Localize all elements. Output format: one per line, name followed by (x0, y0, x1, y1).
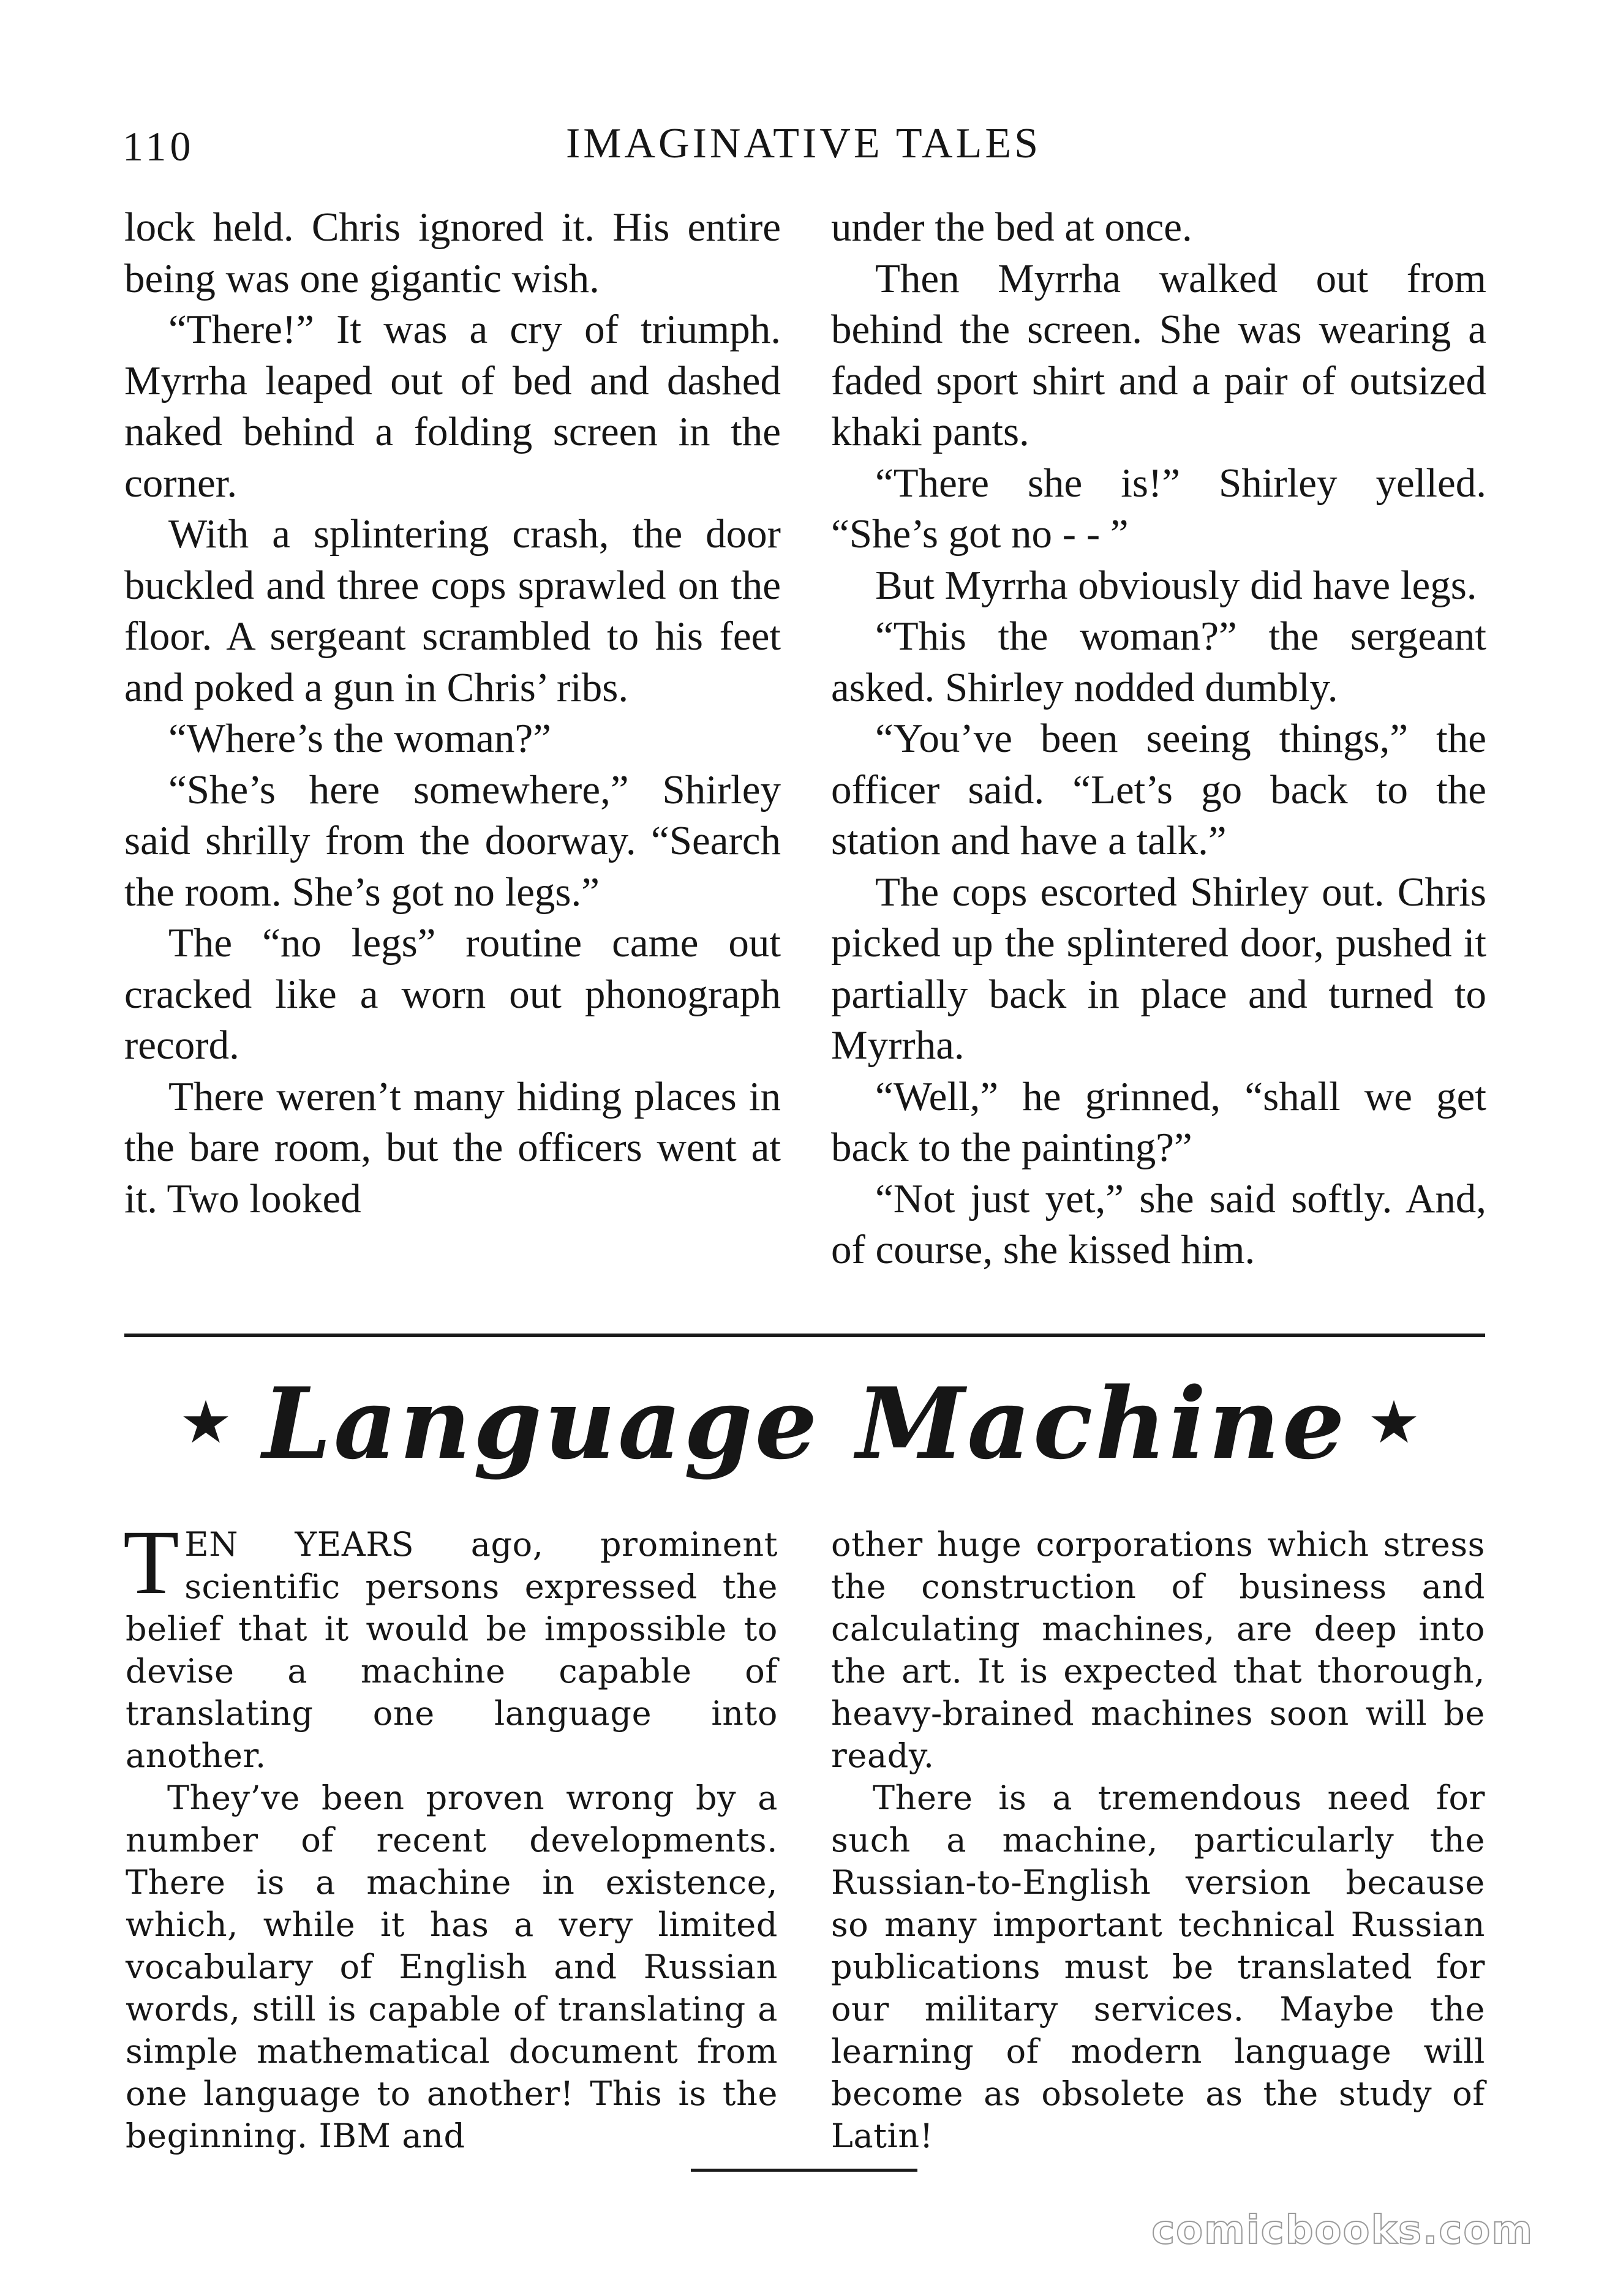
article-paragraph (123, 1512, 778, 1777)
article-title: Language Machine (262, 1366, 1347, 1481)
story-paragraph: There weren’t many hiding places in the bare room, but the officers went at it. Two looked (124, 1073, 781, 1221)
article-paragraph-text: EN YEARS ago, prominent scientific persons expressed the belief that it would be impossible to devise a machine capable of translating one language into another. (126, 1525, 778, 1775)
article-right-column (831, 1523, 1485, 2157)
story-paragraph: With a splintering crash, the door buckled and three cops sprawled on the floor. A sergeant scrambled to his feet and poked a gun in Chris’ ribs. (124, 511, 781, 710)
star-icon: ★ (179, 1388, 233, 1457)
story-paragraph: The “no legs” routine came out cracked like a worn out phonograph record. (124, 920, 781, 1068)
story-paragraph: “Well,” he grinned, “shall we get back to the painting?” (831, 1073, 1486, 1170)
article-paragraph: other huge corporations which stress the construction of business and calculating machines, are deep into the art. It is expected that thorough, heavy-brained machines soon will be ready. (831, 1525, 1485, 1775)
star-icon: ★ (1368, 1388, 1421, 1457)
page-number: 110 (122, 123, 195, 170)
story-paragraph: But Myrrha obviously did have legs. (875, 562, 1477, 608)
section-divider-rule (124, 1334, 1485, 1337)
article-title-banner (124, 1356, 1485, 1503)
story-paragraph: The cops escorted Shirley out. Chris picked up the splintered door, pushed it partially back in place and turned to Myrrha. (831, 869, 1486, 1068)
drop-cap: T (123, 1512, 180, 1613)
story-paragraph: “This the woman?” the sergeant asked. Shirley nodded dumbly. (831, 613, 1486, 710)
story-paragraph: “There she is!” Shirley yelled. “She’s got no - - ” (831, 460, 1486, 557)
story-paragraph: “Where’s the woman?” (168, 716, 552, 761)
article-paragraph: They’ve been proven wrong by a number of recent developments. There is a machine in existence, which, while it has a very limited vocabulary of English and Russian words, still is capable of translating a simple mathematical document from one language to another! This is the beginning. IBM and (126, 1779, 778, 2155)
end-rule (691, 2169, 917, 2172)
story-paragraph: under the bed at once. (831, 204, 1192, 250)
story-right-column (831, 202, 1486, 1276)
story-left-column (124, 202, 781, 1225)
article-left-column (123, 1512, 778, 2157)
story-paragraph: lock held. Chris ignored it. His entire being was one gigantic wish. (124, 204, 781, 301)
story-paragraph: “She’s here somewhere,” Shirley said shrilly from the doorway. “Search the room. She’s got no legs.” (124, 767, 781, 915)
story-paragraph: Then Myrrha walked out from behind the screen. She was wearing a faded sport shirt and a pair of outsized khaki pants. (831, 255, 1486, 454)
magazine-title: IMAGINATIVE TALES (565, 120, 1042, 167)
article-paragraph: There is a tremendous need for such a machine, particularly the Russian-to-English version because so many important technical Russian publications must be translated for our military services. Maybe the learning of modern language will become as obsolete as the study of Latin! (831, 1779, 1485, 2155)
story-paragraph: “Not just yet,” she said softly. And, of course, she kissed him. (831, 1176, 1486, 1272)
story-paragraph: “You’ve been seeing things,” the officer said. “Let’s go back to the station and have a talk.” (831, 716, 1486, 863)
story-paragraph: “There!” It was a cry of triumph. Myrrha leaped out of bed and dashed naked behind a folding screen in the corner. (124, 307, 781, 506)
watermark: comicbooks.com (1151, 2208, 1534, 2253)
